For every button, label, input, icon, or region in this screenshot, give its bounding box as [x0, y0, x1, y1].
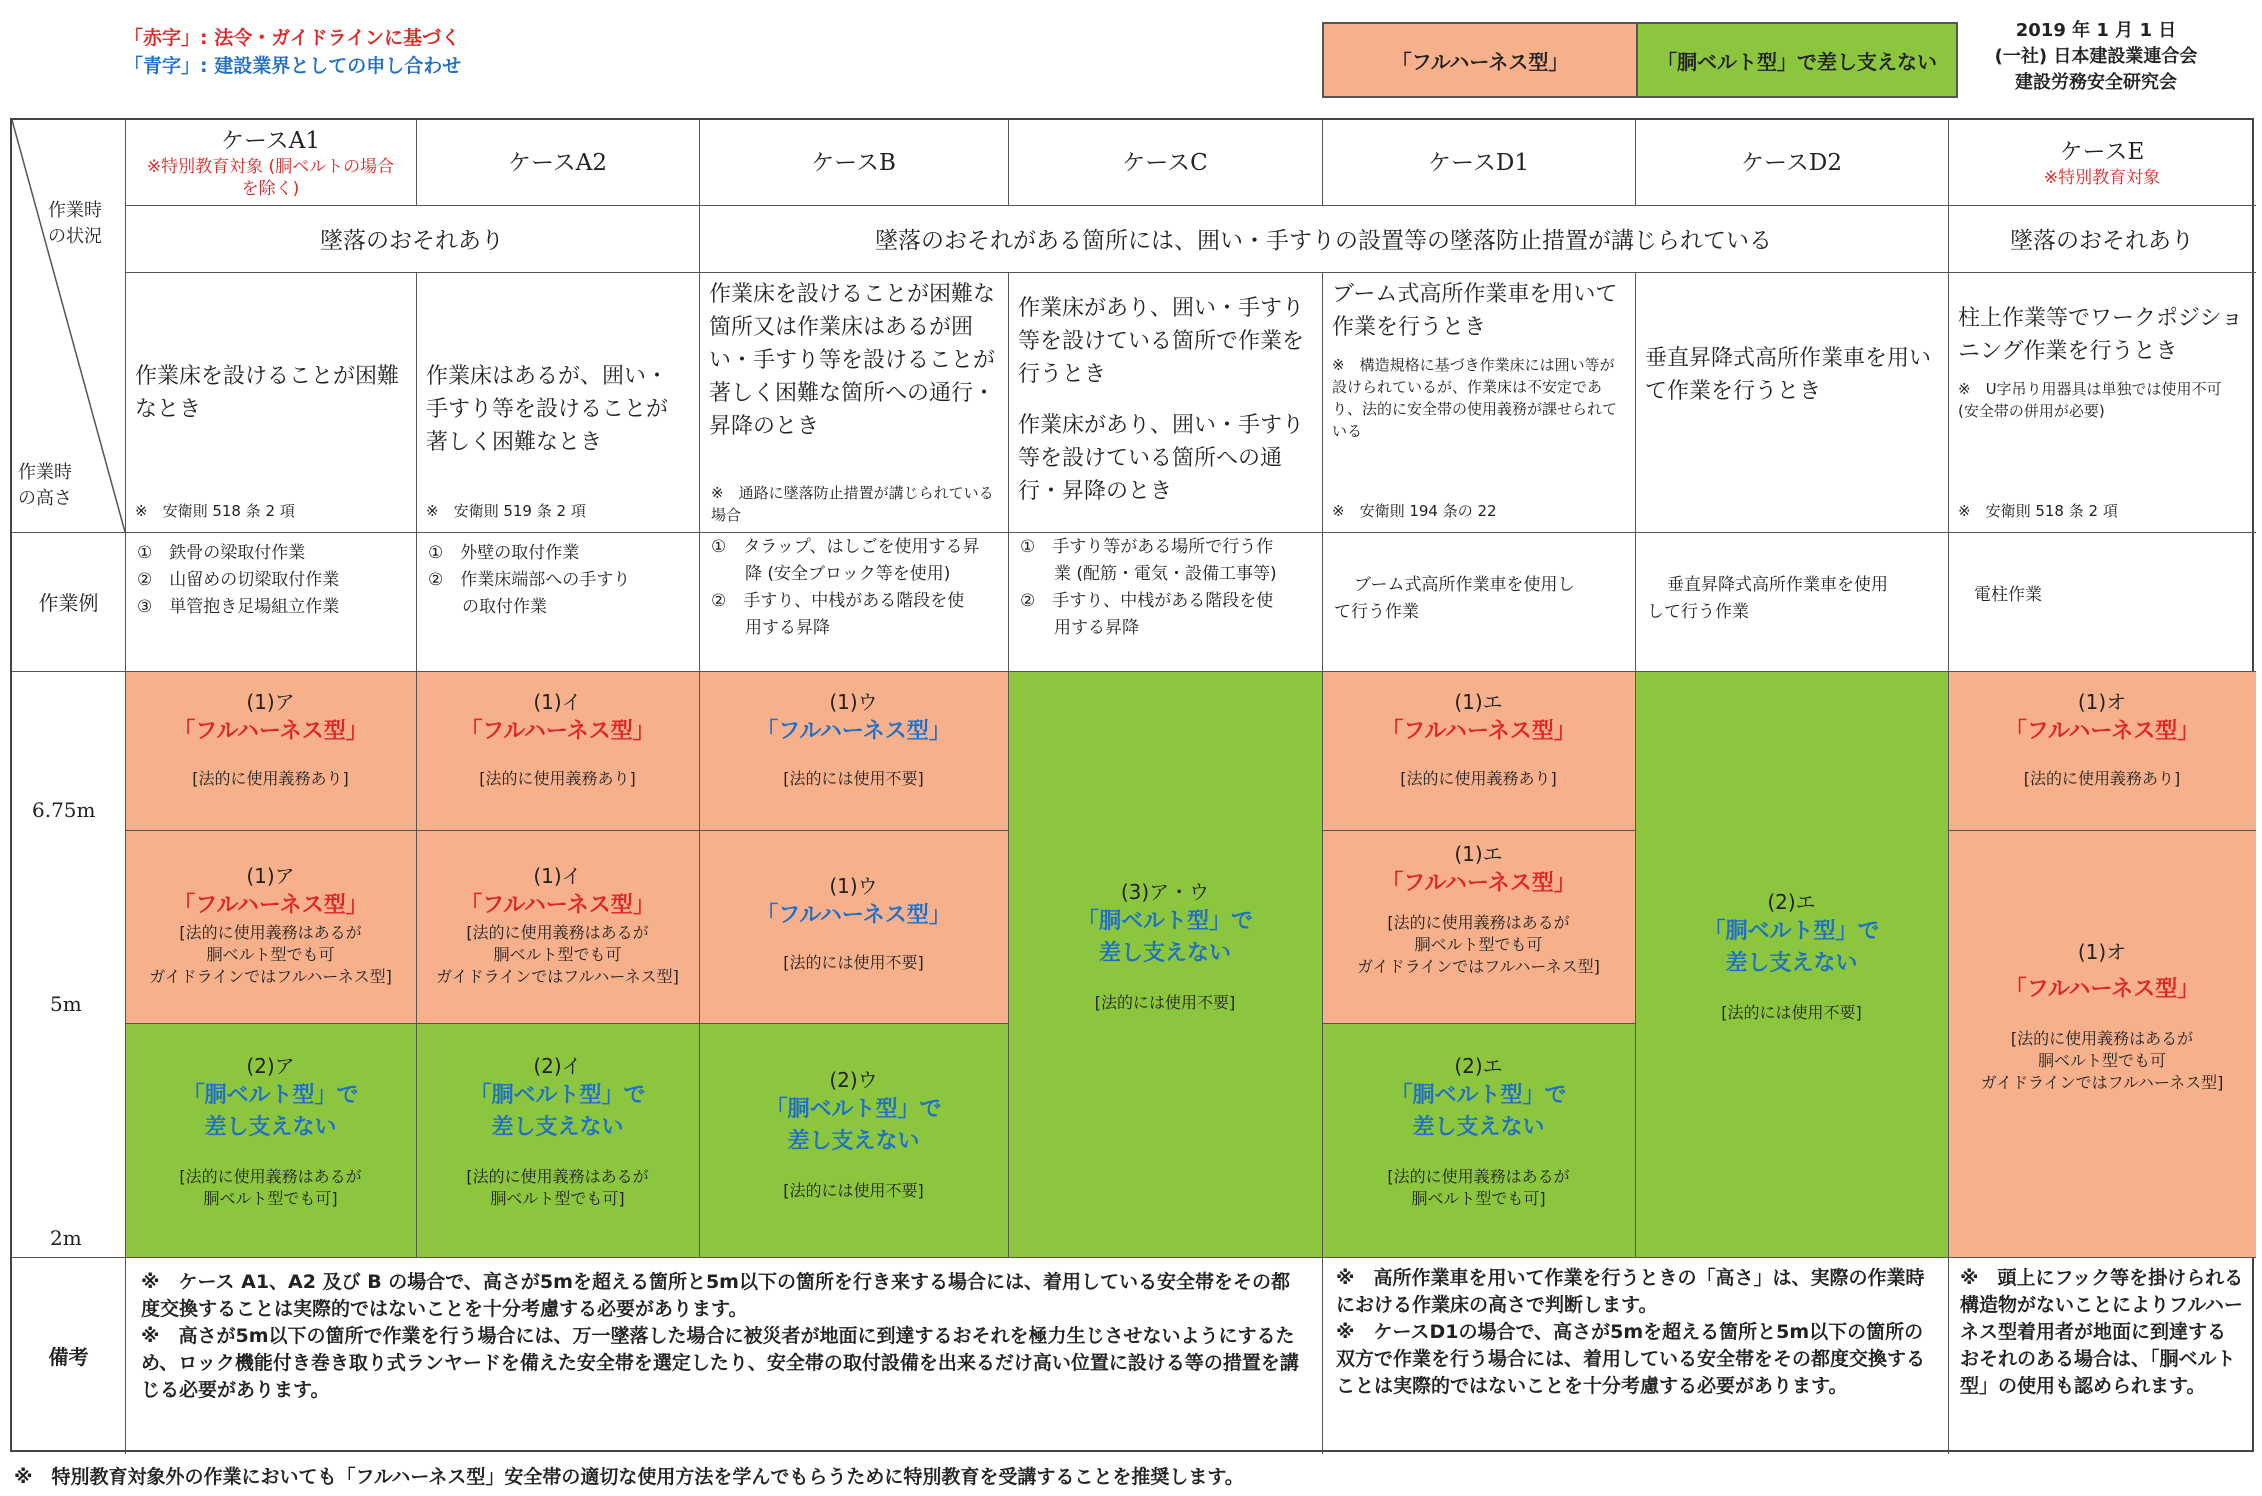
desc-d2-text: 垂直昇降式高所作業車を用いて作業を行うとき [1645, 346, 1932, 404]
zone-a2-low-text [416, 1052, 699, 1210]
zone-b-top-code: (1)ウ [829, 690, 878, 714]
example-c-line-4: 用する昇降 [1020, 618, 1139, 638]
desc-e [1948, 272, 2256, 532]
desc-e-text: 柱上作業等でワークポジショニング作業を行うとき [1958, 306, 2244, 364]
example-a1 [125, 532, 416, 671]
desc-c-text-2: 作業床があり、囲い・手すり等を設けている箇所への通行・昇降のとき [1018, 413, 1305, 504]
remark-left-2: ※ 高さが5m以下の箇所で作業を行う場合には、万一墜落した場合に被災者が地面に到達するおそれを極力生じさせないようにするため、ロック機能付き巻き取り式ランヤードを備えた安全帯を選定したり、安全帯の取付設備を出来るだけ高い位置に設ける等の措置を講じる必要があります。 [141, 1325, 1299, 1401]
zone-e-top-label: 「フルハーネス型」 [2004, 719, 2200, 744]
desc-b-note: ※ 通路に墜落防止措置が講じられている場合 [711, 484, 994, 524]
zone-a2-low-code: (2)イ [533, 1054, 582, 1078]
zone-d2-all-label-2: 差し支えない [1725, 951, 1858, 976]
zone-a1-top-legal: [法的に使用義務あり] [192, 769, 349, 788]
zone-e-low-label: 「フルハーネス型」 [2004, 977, 2200, 1002]
remark-mid-1: ※ 高所作業車を用いて作業を行うときの「高さ」は、実際の作業時における作業床の高さで判断します。 [1336, 1267, 1925, 1316]
desc-d1-note2: ※ 安衛則 194 条の 22 [1332, 502, 1497, 520]
zone-a2-mid-legal-1: [法的に使用義務はあるが [466, 923, 649, 942]
remark-left-1: ※ ケース A1、A2 及び B の場合で、高さが5mを超える箇所と5m以下の箇所を行き来する場合には、着用している安全帯をその都度交換することは実際的ではないことを十分考慮する必要があります。 [141, 1271, 1290, 1320]
example-d2 [1635, 532, 1948, 671]
legend-belt-label: 「胴ベルト型」で差し支えない [1657, 49, 1937, 74]
zone-d1-top-label: 「フルハーネス型」 [1381, 719, 1576, 744]
zone-b-top-label: 「フルハーネス型」 [756, 719, 951, 744]
desc-a1-note: ※ 安衛則 518 条 2 項 [135, 502, 295, 520]
case-d1-header: ケースD1 [1428, 149, 1529, 176]
zone-e-top-legal: [法的に使用義務あり] [2023, 769, 2181, 788]
remark-right: ※ 頭上にフック等を掛けられる構造物がないことによりフルハーネス型着用者が地面に到達するおそれのある場合は、「胴ベルト型」の使用も認められます。 [1960, 1267, 2244, 1397]
zone-c-all-label-2: 差し支えない [1098, 941, 1231, 966]
desc-b [699, 272, 1008, 532]
legend-belt-box [1638, 22, 1958, 98]
zone-a2-low-legal-2: 胴ベルト型でも可] [490, 1189, 625, 1208]
example-d1-line-1: ブーム式高所作業車を使用し [1354, 575, 1575, 595]
example-d2-line-2: して行う作業 [1647, 602, 1749, 622]
zone-c-all-code: (3)ア・ウ [1120, 880, 1210, 904]
case-d2-header: ケースD2 [1741, 149, 1842, 176]
desc-a2 [416, 272, 699, 532]
zone-d2-all-text [1635, 888, 1948, 1024]
issuer-block [1956, 18, 2236, 96]
zone-a1-low-code: (2)ア [246, 1054, 295, 1078]
desc-a1-text: 作業床を設けることが困難なとき [135, 364, 400, 422]
example-d2-line-1: 垂直昇降式高所作業車を使用 [1667, 575, 1888, 595]
zone-b-mid-text [699, 872, 1008, 974]
zone-d1-low-label-1: 「胴ベルト型」で [1390, 1083, 1567, 1108]
zone-d1-mid-code: (1)エ [1454, 842, 1503, 866]
zone-b-low-text [699, 1066, 1008, 1202]
zone-a2-low-label-1: 「胴ベルト型」で [469, 1083, 646, 1108]
zone-d2-all-code: (2)エ [1767, 890, 1816, 914]
desc-d2 [1635, 272, 1948, 532]
zone-a2-mid-legal-3: ガイドラインではフルハーネス型] [436, 967, 679, 986]
case-a1-sub: ※特別教育対象 (胴ベルトの場合を除く) [146, 156, 395, 199]
zone-e-low-legal-3: ガイドラインではフルハーネス型] [1980, 1073, 2224, 1092]
label-remarks: 備考 [48, 1345, 89, 1369]
zone-d2-all-label-1: 「胴ベルト型」で [1703, 919, 1880, 944]
zone-e-low-legal-1: [法的に使用義務はあるが [2010, 1029, 2194, 1048]
zone-b-top-legal: [法的には使用不要] [783, 769, 924, 788]
zone-d2-all-legal: [法的には使用不要] [1721, 1003, 1862, 1022]
zone-e-low-legal-2: 胴ベルト型でも可 [2037, 1051, 2166, 1070]
example-a2-line-2: ② 作業床端部への手すり [428, 570, 631, 590]
desc-b-text: 作業床を設けることが困難な箇所又は作業床はあるが囲い・手すり等を設けることが著しく困難な箇所への通行・昇降のとき [709, 282, 996, 439]
zone-a1-mid-legal-3: ガイドラインではフルハーネス型] [149, 967, 392, 986]
status-bd: 墜落のおそれがある箇所には、囲い・手すりの設置等の墜落防止措置が講じられている [875, 228, 1772, 254]
desc-e-note: ※ U字吊り用器具は単独では使用不可 (安全帯の併用が必要) [1958, 380, 2222, 420]
zone-a1-mid-code: (1)ア [246, 864, 295, 888]
zone-a2-mid-code: (1)イ [533, 864, 582, 888]
zone-d1-low-legal-2: 胴ベルト型でも可] [1411, 1189, 1546, 1208]
zone-a2-top-label: 「フルハーネス型」 [460, 719, 655, 744]
example-a1-line-1: ① 鉄骨の梁取付作業 [137, 543, 306, 563]
zone-a2-top-code: (1)イ [533, 690, 582, 714]
status-e: 墜落のおそれあり [2010, 228, 2194, 254]
issuer-org-1: (一社) 日本建設業連合会 [1994, 46, 2198, 67]
zone-d1-mid-text [1322, 840, 1635, 978]
remarks-right [1948, 1257, 2256, 1454]
legend-red-text: 「赤字」: 法令・ガイドラインに基づく [124, 27, 461, 49]
zone-d1-top-text [1322, 688, 1635, 790]
zone-b-low-code: (2)ウ [829, 1068, 878, 1092]
zone-b-low-legal: [法的には使用不要] [783, 1181, 924, 1200]
zone-a1-top-text [125, 688, 416, 790]
zone-a2-mid-text [416, 862, 699, 988]
zone-b-mid-code: (1)ウ [829, 874, 878, 898]
remark-mid-2: ※ ケースD1の場合で、高さが5mを超える箇所と5m以下の箇所の双方で作業を行う場合には、着用している安全帯をその都度交換することは実際的ではないことを十分考慮する必要があります。 [1336, 1321, 1926, 1397]
example-c-line-2: 業 (配筋・電気・設備工事等) [1020, 564, 1277, 584]
zone-d1-mid-legal-1: [法的に使用義務はあるが [1387, 913, 1570, 932]
zone-b-top-text [699, 688, 1008, 790]
zone-d1-top-legal: [法的に使用義務あり] [1400, 769, 1557, 788]
zone-a2-mid-legal-2: 胴ベルト型でも可 [493, 945, 622, 964]
zone-a2-top-legal: [法的に使用義務あり] [479, 769, 636, 788]
zone-e-low-text [1948, 938, 2256, 1094]
case-c-header: ケースC [1122, 149, 1208, 176]
example-a2-line-3: の取付作業 [428, 597, 547, 617]
zone-a1-top-code: (1)ア [246, 690, 295, 714]
legend-blue-text: 「青字」: 建設業界としての申し合わせ [124, 55, 462, 77]
label-work-height: 作業時 の高さ [18, 462, 72, 509]
example-b-line-2: 降 (安全ブロック等を使用) [711, 564, 951, 584]
zone-a1-mid-text [125, 862, 416, 988]
zone-e-low-code: (1)オ [2077, 940, 2127, 964]
zone-d1-low-label-2: 差し支えない [1412, 1115, 1545, 1140]
label-height-2: 2m [50, 1226, 82, 1250]
zone-a2-top-text [416, 688, 699, 790]
example-b [699, 532, 1008, 671]
label-height-675: 6.75m [32, 798, 96, 822]
example-a1-line-3: ③ 単管抱き足場組立作業 [137, 597, 340, 617]
zone-c-all-legal: [法的には使用不要] [1094, 993, 1236, 1012]
remarks-middle [1322, 1257, 1948, 1454]
zone-d1-mid-legal-2: 胴ベルト型でも可 [1414, 935, 1543, 954]
case-a2-header: ケースA2 [507, 149, 608, 176]
example-a2-line-1: ① 外壁の取付作業 [428, 543, 580, 563]
example-b-line-1: ① タラップ、はしごを使用する昇 [711, 537, 980, 557]
footer-note: ※ 特別教育対象外の作業においても「フルハーネス型」安全帯の適切な使用方法を学んでもらうために特別教育を受講することを推奨します。 [14, 1466, 1244, 1488]
example-d1 [1322, 532, 1635, 671]
desc-d1-note: ※ 構造規格に基づき作業床には囲い等が設けられているが、作業床は不安定であり、法的に安全帯の使用義務が課せられている [1332, 356, 1618, 440]
case-a1-header [125, 120, 416, 205]
example-a1-line-2: ② 山留めの切梁取付作業 [137, 570, 340, 590]
issue-date: 2019 年 1 月 1 日 [2015, 20, 2177, 41]
label-examples: 作業例 [38, 591, 99, 615]
desc-a2-text: 作業床はあるが、囲い・手すり等を設けることが著しく困難なとき [426, 364, 669, 455]
zone-a1-low-label-1: 「胴ベルト型」で [182, 1083, 359, 1108]
case-e-header [1948, 120, 2256, 205]
zone-a1-mid-label: 「フルハーネス型」 [173, 893, 368, 918]
zone-a1-low-text [125, 1052, 416, 1210]
case-e-name: ケースE [2059, 138, 2145, 165]
zone-d1-top-code: (1)エ [1454, 690, 1503, 714]
zone-a1-low-legal-1: [法的に使用義務はあるが [179, 1167, 362, 1186]
zone-b-low-label-2: 差し支えない [787, 1129, 920, 1154]
desc-a1 [125, 272, 416, 532]
zone-b-low-label-1: 「胴ベルト型」で [765, 1097, 942, 1122]
desc-d1 [1322, 272, 1635, 532]
desc-c-text-1: 作業床があり、囲い・手すり等を設けている箇所で作業を行うとき [1018, 296, 1305, 387]
remarks-left [125, 1257, 1322, 1454]
issuer-org-2: 建設労務安全研究会 [2015, 72, 2177, 93]
zone-a1-mid-legal-2: 胴ベルト型でも可 [206, 945, 335, 964]
desc-d1-text: ブーム式高所作業車を用いて作業を行うとき [1332, 282, 1618, 340]
example-b-line-4: 用する昇降 [711, 618, 830, 638]
zone-a2-low-label-2: 差し支えない [491, 1115, 624, 1140]
example-c-line-1: ① 手すり等がある場所で行う作 [1020, 537, 1274, 557]
example-e-line-1: 電柱作業 [1974, 585, 2042, 605]
example-b-line-3: ② 手すり、中桟がある階段を使 [711, 591, 965, 611]
example-c [1008, 532, 1322, 671]
zone-b-mid-legal: [法的には使用不要] [783, 953, 924, 972]
desc-c [1008, 272, 1322, 532]
zone-e-top-text [1948, 688, 2256, 790]
example-e [1948, 532, 2256, 671]
safety-belt-table [10, 118, 2254, 1452]
zone-c-all-text [1008, 878, 1322, 1014]
status-a: 墜落のおそれあり [320, 228, 504, 254]
zone-d1-mid-legal-3: ガイドラインではフルハーネス型] [1357, 957, 1600, 976]
zone-a1-low-legal-2: 胴ベルト型でも可] [203, 1189, 338, 1208]
zone-d1-low-text [1322, 1052, 1635, 1210]
legend-full-harness-label: 「フルハーネス型」 [1391, 49, 1569, 74]
example-d1-line-2: て行う作業 [1334, 602, 1419, 622]
zone-d1-low-legal-1: [法的に使用義務はあるが [1387, 1167, 1570, 1186]
zone-b-mid-label: 「フルハーネス型」 [756, 903, 951, 928]
zone-a1-top-label: 「フルハーネス型」 [173, 719, 368, 744]
legend-full-harness-box [1322, 22, 1638, 98]
zone-a1-mid-legal-1: [法的に使用義務はあるが [179, 923, 362, 942]
case-b-header: ケースB [811, 149, 896, 176]
zone-a1-low-label-2: 差し支えない [204, 1115, 337, 1140]
zone-d1-mid-label: 「フルハーネス型」 [1381, 871, 1576, 896]
example-c-line-3: ② 手すり、中桟がある階段を使 [1020, 591, 1274, 611]
zone-a2-mid-label: 「フルハーネス型」 [460, 893, 655, 918]
desc-a2-note: ※ 安衛則 519 条 2 項 [426, 502, 586, 520]
label-work-status: 作業時 の状況 [48, 200, 102, 247]
zone-d1-low-code: (2)エ [1454, 1054, 1503, 1078]
zone-e-top-code: (1)オ [2077, 690, 2127, 714]
case-a1-name: ケースA1 [220, 127, 321, 154]
case-e-sub: ※特別教育対象 [2043, 167, 2161, 188]
example-a2 [416, 532, 699, 671]
label-height-5: 5m [50, 992, 82, 1016]
zone-a2-low-legal-1: [法的に使用義務はあるが [466, 1167, 649, 1186]
desc-e-note2: ※ 安衛則 518 条 2 項 [1958, 502, 2118, 520]
zone-c-all-label-1: 「胴ベルト型」で [1076, 909, 1253, 934]
